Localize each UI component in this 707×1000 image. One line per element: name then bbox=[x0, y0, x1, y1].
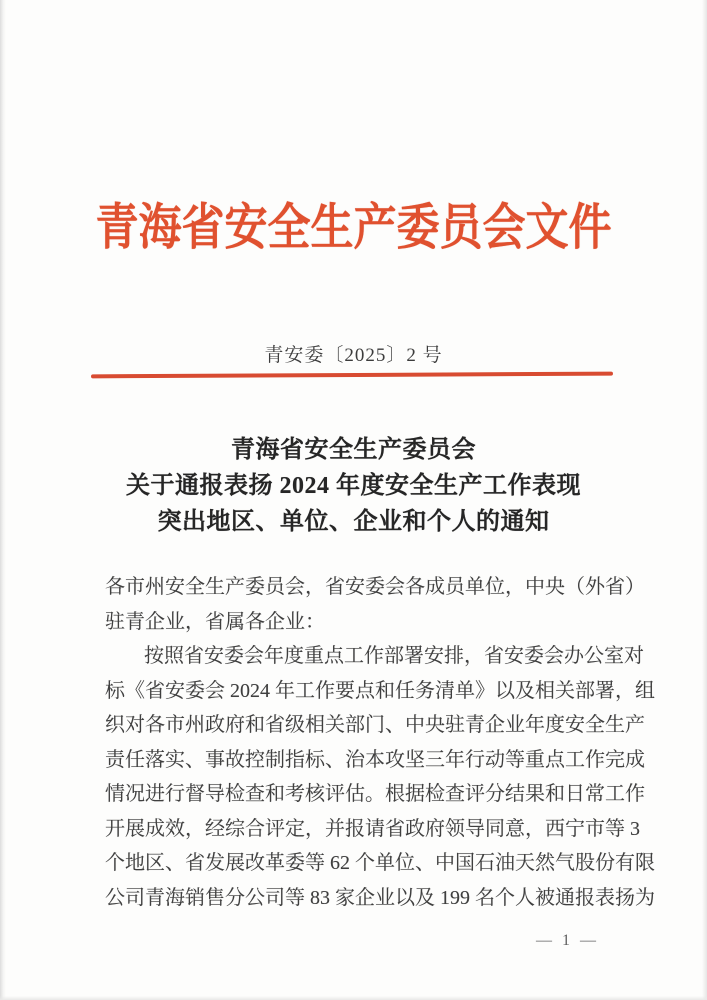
body-line: 情况进行督导检查和考核评估。根据检查评分结果和日常工作 bbox=[105, 783, 645, 805]
body-line: 个地区、省发展改革委等 62 个单位、中国石油天然气股份有限 bbox=[105, 852, 655, 874]
red-letterhead-title: 青海省安全生产委员会文件 bbox=[95, 201, 612, 256]
body-line: 公司青海销售分公司等 83 家企业以及 199 名个人被通报表扬为 bbox=[105, 886, 655, 909]
body-line: 各市州安全生产委员会，省安委会各成员单位，中央（外省） bbox=[105, 576, 645, 598]
body-line: 驻青企业，省属各企业： bbox=[105, 610, 325, 633]
scan-edge-bottom bbox=[0, 996, 707, 1000]
body-line: 标《省安委会 2024 年工作要点和任务清单》以及相关部署，组 bbox=[105, 679, 655, 702]
page-number: — 1 — bbox=[536, 932, 599, 949]
body-line: 织对各市州政府和省级相关部门、中央驻青企业年度安全生产 bbox=[105, 714, 645, 736]
body-line: 责任落实、事故控制指标、治本攻坚三年行动等重点工作完成 bbox=[105, 748, 645, 771]
red-divider-line bbox=[91, 372, 613, 379]
document-title-line-1: 青海省安全生产委员会 bbox=[231, 437, 476, 463]
document-title-line-3: 突出地区、单位、企业和个人的通知 bbox=[157, 509, 550, 535]
body-line: 开展成效，经综合评定，并报请省政府领导同意，西宁市等 3 bbox=[105, 817, 640, 840]
document-title bbox=[0, 432, 707, 540]
document-title-line-2: 关于通报表扬 2024 年度安全生产工作表现 bbox=[126, 473, 581, 499]
document-issue-number: 青安委〔2025〕2 号 bbox=[264, 345, 443, 366]
body-line: 按照省安委会年度重点工作部署安排，省安委会办公室对 bbox=[144, 645, 644, 667]
document-body bbox=[105, 570, 655, 915]
